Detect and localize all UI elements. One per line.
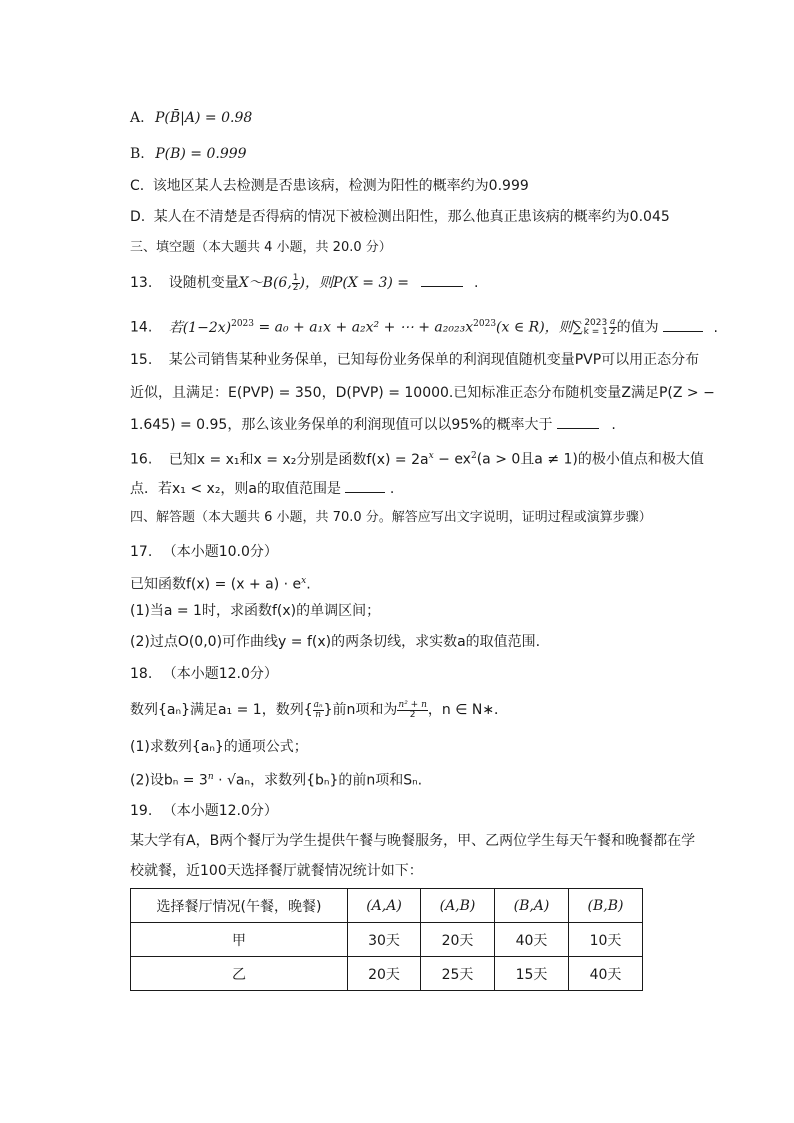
answer-blank xyxy=(557,414,599,429)
fraction: $\frac{1}{2}$ xyxy=(292,272,299,293)
table-cell: 25天 xyxy=(421,957,495,991)
sum-limits: 2023 k = 1 xyxy=(583,317,608,337)
question-18-stem: 数列{aₙ}满足a₁ = 1，数列{ $\frac{\text{aₙ}}{n}$ }前n项和为 $\frac{\text{n² + n}}{2}$ ，n ∈ N∗． xyxy=(130,699,509,720)
table-cell: 乙 xyxy=(131,957,348,991)
section-3-title: 三、填空题（本大题共 4 小题，共 20.0 分） xyxy=(130,240,392,255)
option-d: D. 某人在不清楚是否得病的情况下被检测出阳性，那么他真正患该病的概率约为0.045 xyxy=(130,209,670,225)
question-16-line-2: 点．若x₁ < x₂，则a的取值范围是 . xyxy=(130,478,394,499)
question-17-header: 17. （本小题10.0分） xyxy=(130,544,278,560)
table-header-cell: (A,B) xyxy=(421,889,495,923)
question-14: 14. 若$(1-2x)^{2023} = a_0 + a_1x + a_2x^2$ + ⋯ + $a_{2023}x^{2023}(x$ ∈ R)，则∑ 2023 k = 1 $\frac{a}{2}$ 的值为 . xyxy=(130,317,718,338)
fraction: $\frac{\text{n² + n}}{2}$ xyxy=(398,699,427,720)
table-header-cell: (B,A) xyxy=(495,889,569,923)
table-header-cell: (A,A) xyxy=(348,889,421,923)
option-a-expr: P(B̄|A) = 0.98 xyxy=(155,110,253,126)
question-17-part-2: (2)过点O(0,0)可作曲线y = f(x)的两条切线，求实数a的取值范围. xyxy=(130,634,541,650)
question-19-line-2: 校就餐，近100天选择餐厅就餐情况统计如下： xyxy=(130,863,423,879)
option-b-expr: P(B) = 0.999 xyxy=(155,146,247,162)
table-cell: 10天 xyxy=(569,923,643,957)
table-cell: 甲 xyxy=(131,923,348,957)
table-cell: 15天 xyxy=(495,957,569,991)
question-18-header: 18. （本小题12.0分） xyxy=(130,666,278,682)
table-cell: 30天 xyxy=(348,923,421,957)
fraction: $\frac{a}{2}$ xyxy=(609,317,616,338)
option-a: A. P(B̄|A) = 0.98 xyxy=(130,110,253,126)
table-header-row xyxy=(131,889,643,923)
question-15-line-3: 1.645) = 0.95，那么该业务保单的利润现值可以以95%的概率大于 . xyxy=(130,414,616,435)
question-15-line-1: 15. 某公司销售某种业务保单，已知每份业务保单的利润现值随机变量PVP可以用正态分布 xyxy=(130,352,700,368)
answer-blank xyxy=(663,317,703,332)
option-b: B. P(B) = 0.999 xyxy=(130,146,247,162)
table-row xyxy=(131,923,643,957)
option-c: C. 该地区某人去检测是否患该病，检测为阳性的概率约为0.999 xyxy=(130,178,529,194)
canteen-statistics-table xyxy=(130,888,643,991)
question-19-header: 19. （本小题12.0分） xyxy=(130,803,278,819)
question-17-stem: 已知函数$f(x) = (x + a) \cdot e^x$. xyxy=(130,576,311,593)
section-4-title: 四、解答题（本大题共 6 小题，共 70.0 分。解答应写出文字说明，证明过程或演算步骤） xyxy=(130,510,652,525)
table-header-cell: (B,B) xyxy=(569,889,643,923)
question-16-line-1: 16. 已知x = x₁和x = x₂分别是函数$f(x) = 2a^x - ex^2(a > 0$且a ≠ 1)的极小值点和极大值 xyxy=(130,451,704,468)
question-18-part-1: (1)求数列{aₙ}的通项公式； xyxy=(130,739,308,755)
answer-blank xyxy=(421,272,463,287)
question-15-line-2: 近似，且满足：E(PVP) = 350，D(PVP) = 10000.已知标准正态分布随机变量Z满足P(Z > − xyxy=(130,385,715,401)
table-cell: 40天 xyxy=(495,923,569,957)
table-cell: 40天 xyxy=(569,957,643,991)
question-13: 13. 设随机变量X～B(6, $\frac{1}{2}$ )，则P(X = 3) = . xyxy=(130,272,479,293)
table-header-cell: 选择餐厅情况(午餐，晚餐) xyxy=(131,889,348,923)
table-cell: 20天 xyxy=(421,923,495,957)
table-row xyxy=(131,957,643,991)
question-18-part-2: (2)设$b_n = 3^n \cdot √a_n$，求数列{bₙ}的前n项和Sₙ. xyxy=(130,772,423,789)
fraction: $\frac{\text{aₙ}}{n}$ xyxy=(313,699,323,720)
question-17-part-1: (1)当a = 1时，求函数f(x)的单调区间； xyxy=(130,603,381,619)
table-cell: 20天 xyxy=(348,957,421,991)
answer-blank xyxy=(345,478,385,493)
question-19-line-1: 某大学有A，B两个餐厅为学生提供午餐与晚餐服务，甲、乙两位学生每天午餐和晚餐都在学 xyxy=(130,833,696,849)
